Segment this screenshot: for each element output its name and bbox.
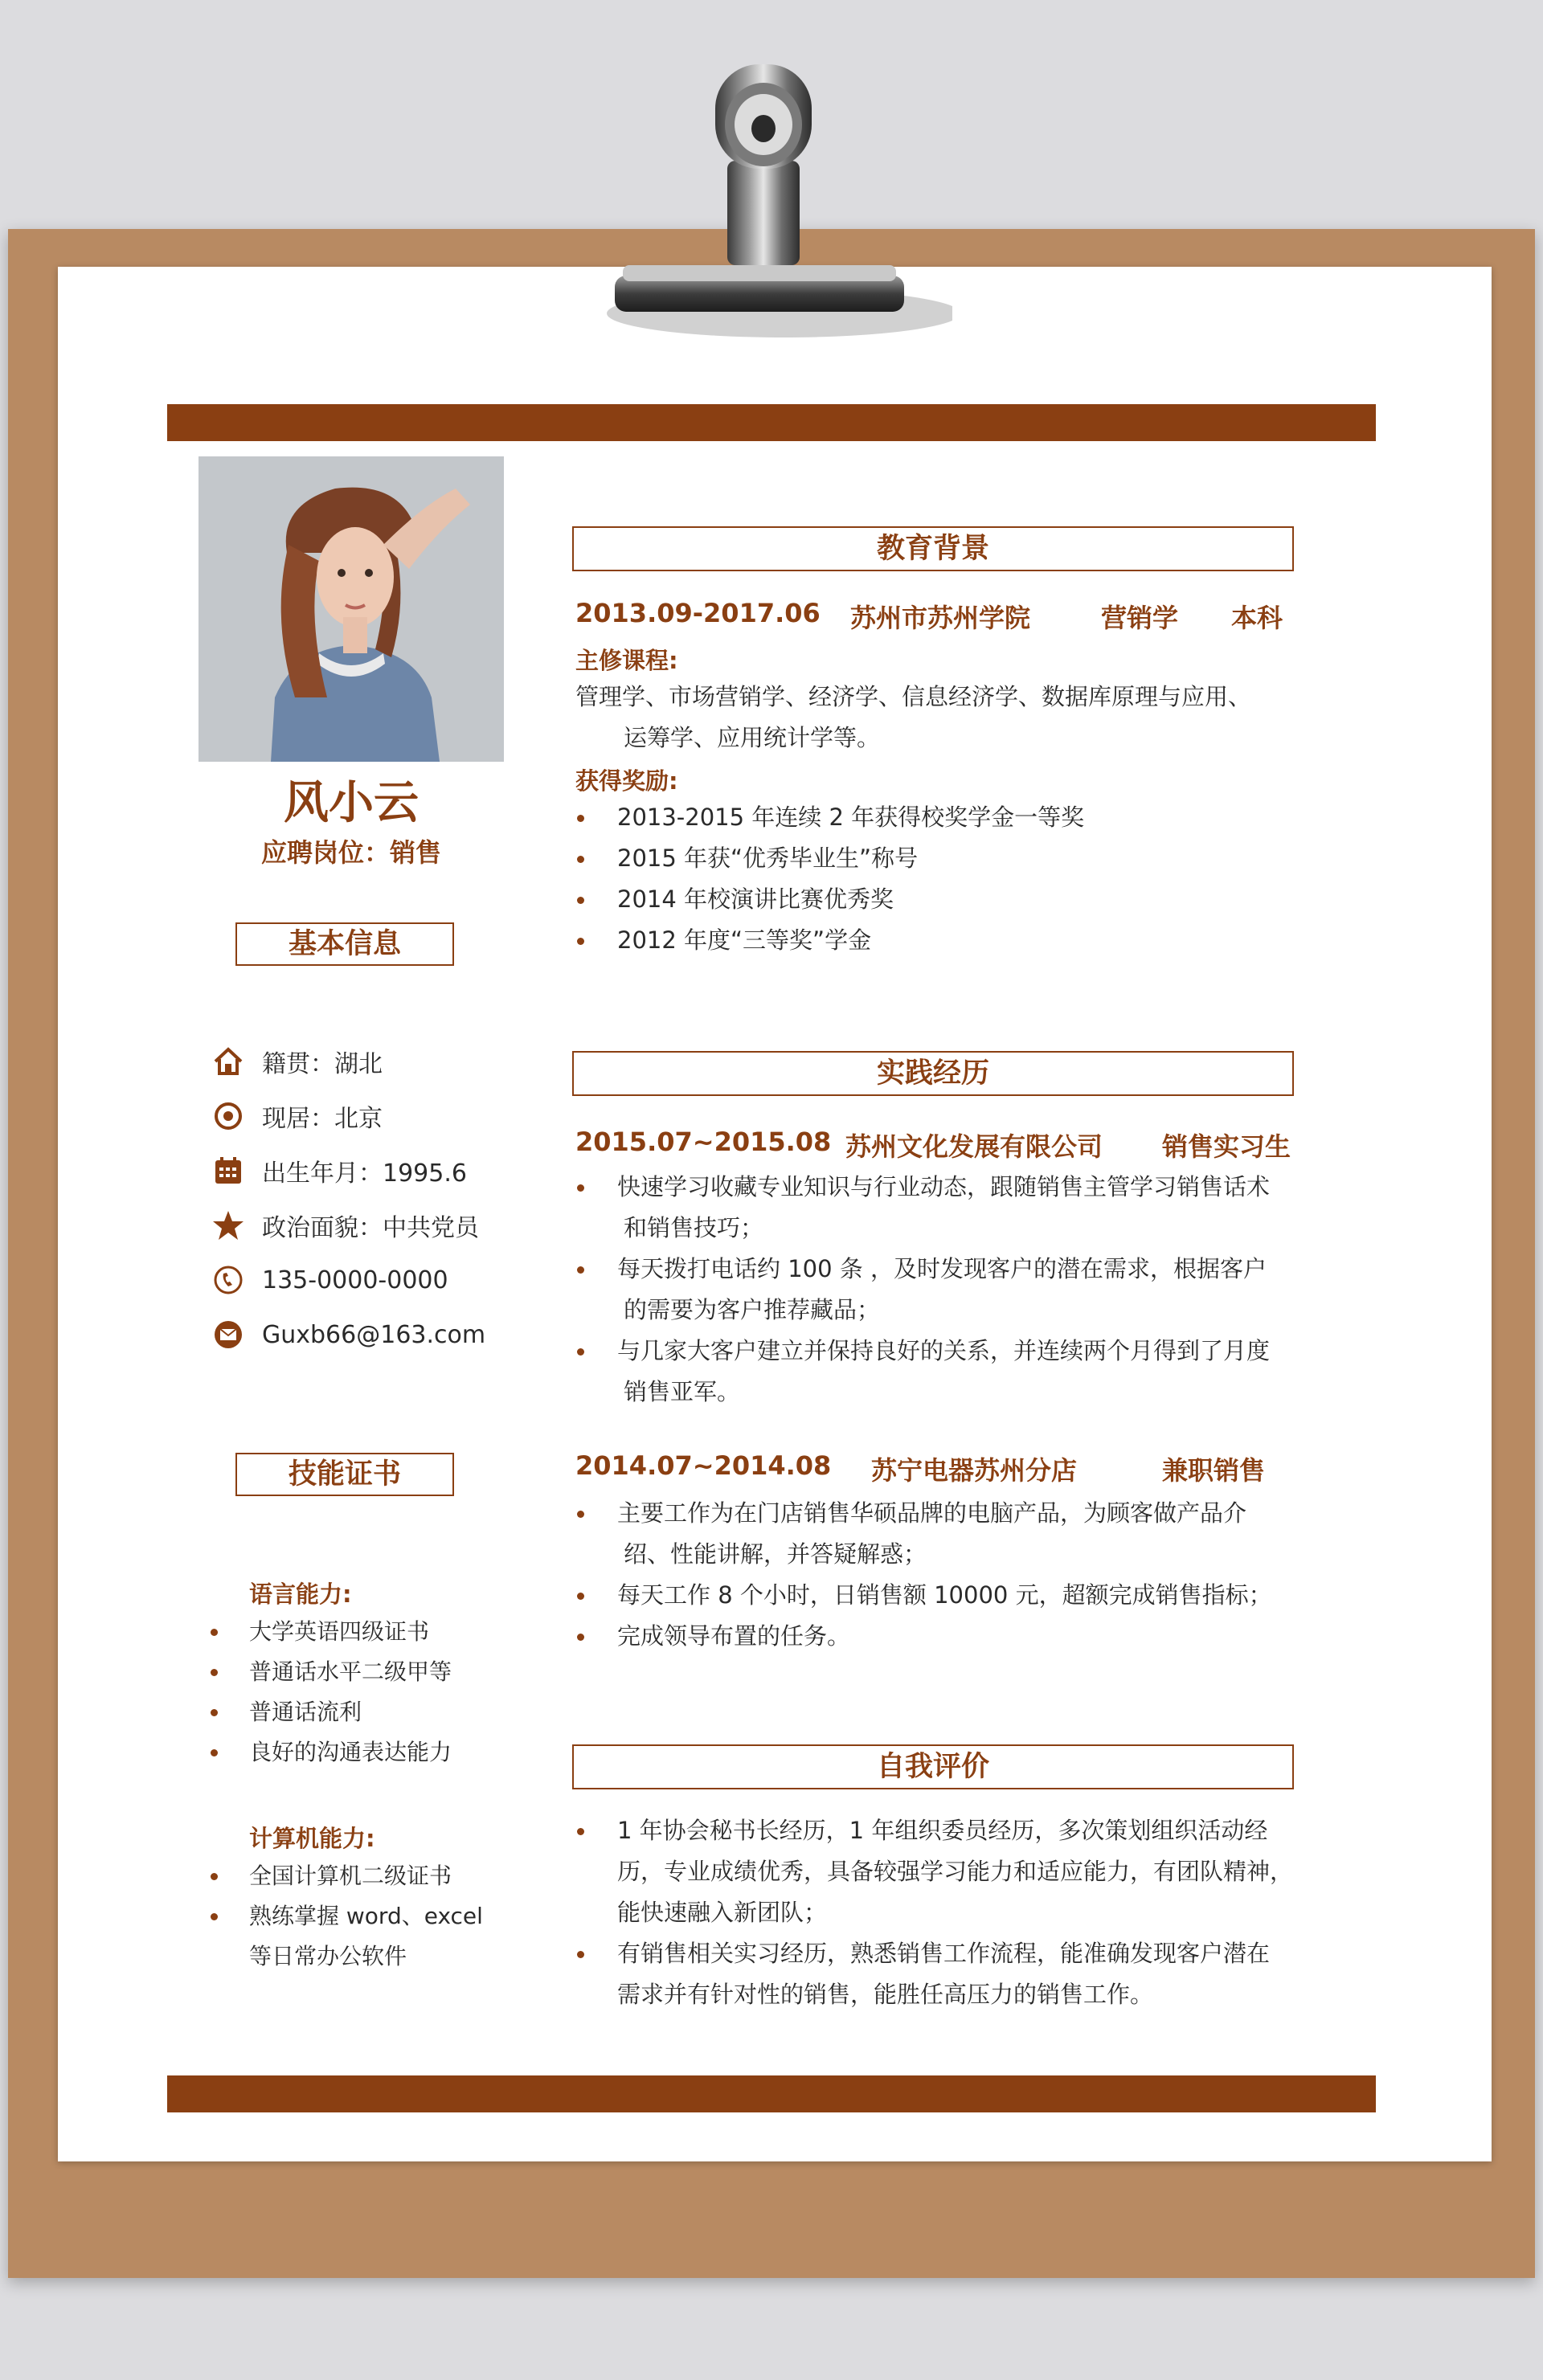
computer-list (207, 1856, 513, 1977)
bullet-line: 快速学习收藏专业知识与行业动态，跟随销售主管学习销售话术 (617, 1173, 1271, 1200)
awards-list (575, 797, 1299, 961)
education-heading: 教育背景 (572, 526, 1294, 571)
list-item: 2015 年获“优秀毕业生”称号 (575, 838, 1299, 879)
phone-icon (211, 1262, 246, 1298)
list-item: 普通话水平二级甲等 (207, 1652, 513, 1692)
bullet-line: 需求并有针对性的销售，能胜任高压力的销售工作。 (617, 1981, 1154, 2008)
awards-label: 获得奖励: (575, 767, 678, 795)
education-major: 营销学 (1101, 603, 1179, 633)
job1-role: 销售实习生 (1162, 1131, 1291, 1162)
education-school: 苏州市苏州学院 (850, 603, 1031, 633)
job2-list (575, 1493, 1299, 1657)
list-item (575, 1616, 1299, 1657)
bullet-line: 销售亚军。 (624, 1378, 741, 1405)
list-item (575, 1933, 1299, 2015)
location-pin-icon (211, 1098, 246, 1134)
bullet-line: 历，专业成绩优秀，具备较强学习能力和适应能力，有团队精神， (617, 1858, 1294, 1885)
courses-line: 管理学、市场营销学、经济学、信息经济学、数据库原理与应用、 (575, 683, 1252, 710)
info-birth (211, 1151, 467, 1191)
list-item: 普通话流利 (207, 1692, 513, 1732)
bullet-line: 1 年协会秘书长经历，1 年组织委员经历，多次策划组织活动经 (617, 1817, 1268, 1844)
education-degree: 本科 (1231, 603, 1283, 633)
list-item: 熟练掌握 word、excel (207, 1896, 513, 1936)
info-email (211, 1315, 485, 1355)
language-label: 语言能力: (249, 1581, 352, 1608)
list-item: 2014 年校演讲比赛优秀奖 (575, 879, 1299, 920)
job2-role: 兼职销售 (1162, 1455, 1266, 1486)
bottom-accent-bar (167, 2075, 1376, 2112)
bullet-line: 绍、性能讲解，并答疑解惑； (624, 1540, 927, 1568)
candidate-name: 风小云 (284, 776, 419, 829)
bullet-line: 与几家大客户建立并保持良好的关系，并连续两个月得到了月度 (617, 1337, 1271, 1364)
info-residence (211, 1096, 383, 1136)
list-item: 良好的沟通表达能力 (207, 1732, 513, 1773)
bullet-line: 每天拨打电话约 100 条 ，及时发现客户的潜在需求，根据客户 (617, 1255, 1267, 1282)
home-icon (211, 1044, 246, 1079)
info-birth-text: 出生年月：1995.6 (262, 1159, 467, 1188)
courses-text (575, 677, 1299, 759)
list-item (575, 1493, 1299, 1575)
language-list (207, 1612, 513, 1773)
job1-company: 苏州文化发展有限公司 (845, 1131, 1103, 1162)
job-position: 应聘岗位：销售 (260, 837, 441, 868)
bullet-line: 和销售技巧； (624, 1214, 764, 1241)
bullet-line: 的需要为客户推荐藏品； (624, 1296, 881, 1323)
courses-line: 运筹学、应用统计学等。 (624, 724, 881, 751)
job2-period: 2014.07~2014.08 (575, 1450, 832, 1481)
binder-clip-icon (575, 48, 952, 354)
list-item-continuation: 等日常办公软件 (249, 1943, 407, 1969)
courses-label: 主修课程: (575, 647, 678, 674)
self-eval-list (575, 1810, 1299, 2015)
computer-label: 计算机能力: (249, 1825, 375, 1852)
list-item: 2012 年度“三等奖”学金 (575, 920, 1299, 961)
info-hometown (211, 1041, 383, 1082)
basic-info-heading: 基本信息 (235, 922, 454, 966)
bullet-line: 有销售相关实习经历，熟悉销售工作流程，能准确发现客户潜在 (617, 1940, 1271, 1967)
job1-period: 2015.07~2015.08 (575, 1127, 832, 1157)
list-item: 全国计算机二级证书 (207, 1856, 513, 1896)
top-accent-bar (167, 404, 1376, 441)
job1-list (575, 1167, 1299, 1413)
info-email-text: Guxb66@163.com (262, 1320, 486, 1349)
skills-heading: 技能证书 (235, 1453, 454, 1496)
list-item (575, 1810, 1299, 1933)
education-period: 2013.09-2017.06 (575, 598, 821, 628)
bullet-line: 每天工作 8 个小时，日销售额 10000 元，超额完成销售指标； (617, 1581, 1272, 1609)
experience-heading: 实践经历 (572, 1051, 1294, 1096)
star-icon (211, 1208, 246, 1243)
list-item: 大学英语四级证书 (207, 1612, 513, 1652)
mail-icon (211, 1317, 246, 1352)
info-politics (211, 1205, 479, 1245)
self-eval-heading: 自我评价 (572, 1744, 1294, 1789)
bullet-line: 主要工作为在门店销售华硕品牌的电脑产品，为顾客做产品介 (617, 1499, 1247, 1527)
bullet-line: 完成领导布置的任务。 (617, 1622, 851, 1650)
info-politics-text: 政治面貌：中共党员 (262, 1214, 479, 1242)
calendar-icon (211, 1153, 246, 1188)
info-phone-text: 135-0000-0000 (262, 1266, 448, 1294)
list-item (575, 1575, 1299, 1616)
info-hometown-text: 籍贯：湖北 (262, 1050, 383, 1078)
job2-company: 苏宁电器苏州分店 (871, 1455, 1078, 1486)
info-residence-text: 现居：北京 (262, 1105, 383, 1133)
profile-photo (199, 456, 504, 762)
list-item (575, 1167, 1299, 1249)
bullet-line: 能快速融入新团队； (617, 1899, 828, 1926)
list-item (575, 1331, 1299, 1413)
list-item: 2013-2015 年连续 2 年获得校奖学金一等奖 (575, 797, 1299, 838)
list-item (575, 1249, 1299, 1331)
info-phone (211, 1260, 448, 1300)
